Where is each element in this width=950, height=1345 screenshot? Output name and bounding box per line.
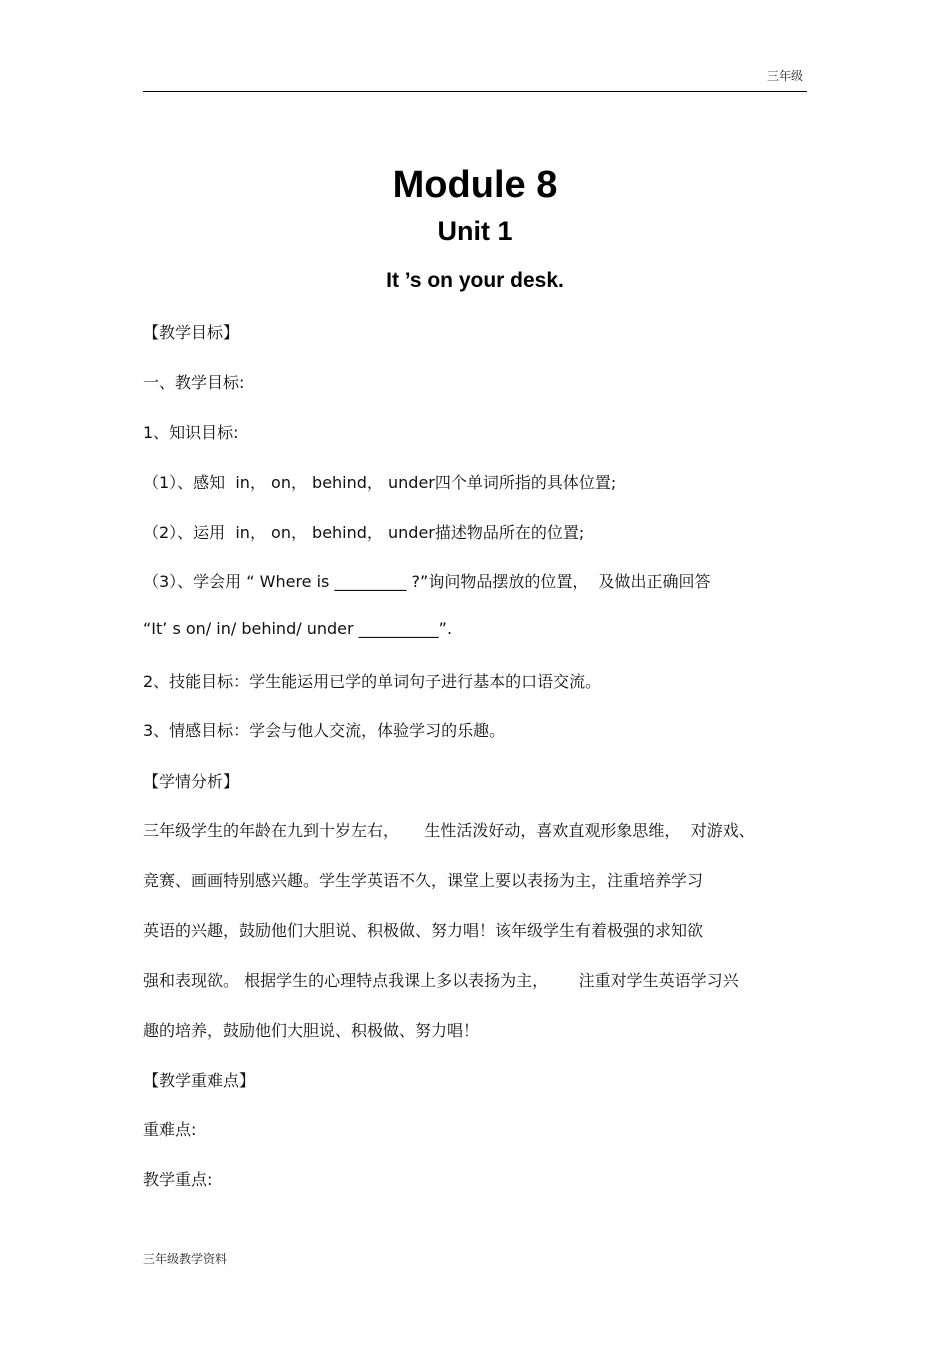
lesson-subtitle: It ’s on your desk. — [386, 269, 564, 292]
footer-label: 三年级教学资料 — [143, 1252, 228, 1266]
knowledge-item-2: （2）、运用 in， on， behind， under描述物品所在的位置; — [143, 523, 585, 542]
difficulty-label: 重难点: — [143, 1120, 197, 1139]
analysis-line-2: 竞赛、画画特别感兴趣。学生学英语不久，课堂上要以表扬为主，注重培养学习 — [143, 871, 704, 890]
analysis-line-4: 强和表现欲。 根据学生的心理特点我课上多以表扬为主， 注重对学生英语学习兴 — [143, 971, 739, 990]
skill-objective: 2、技能目标：学生能运用已学的单词句子进行基本的口语交流。 — [143, 672, 602, 691]
knowledge-item-3: （3）、学会用 “ Where is _________ ?”询问物品摆放的位置， 及做出正确回答 — [143, 572, 711, 591]
knowledge-item-1: （1）、感知 in， on， behind， under四个单词所指的具体位置; — [143, 473, 617, 492]
analysis-line-3: 英语的兴趣，鼓励他们大胆说、积极做、努力唱！该年级学生有着极强的求知欲 — [143, 921, 704, 940]
module-title: Module 8 — [392, 164, 558, 206]
analysis-line-1: 三年级学生的年龄在九到十岁左右， 生性活泼好动，喜欢直观形象思维， 对游戏、 — [143, 821, 755, 840]
knowledge-item-3-cont: “It’ s on/ in/ behind/ under __________”. — [143, 619, 453, 638]
section-objectives-heading: 【教学目标】 — [143, 323, 240, 342]
analysis-line-5: 趣的培养，鼓励他们大胆说、积极做、努力唱！ — [143, 1021, 480, 1040]
header-divider — [143, 91, 807, 92]
section-keypoints-heading: 【教学重难点】 — [143, 1071, 256, 1090]
header-label: 三年级 — [766, 69, 803, 83]
keypoint-label: 教学重点: — [143, 1170, 213, 1189]
section-analysis-heading: 【学情分析】 — [143, 772, 240, 791]
objectives-heading: 一、教学目标: — [143, 373, 245, 392]
emotion-objective: 3、情感目标：学会与他人交流，体验学习的乐趣。 — [143, 721, 506, 740]
knowledge-heading: 1、知识目标: — [143, 423, 239, 442]
unit-title: Unit 1 — [437, 216, 513, 246]
